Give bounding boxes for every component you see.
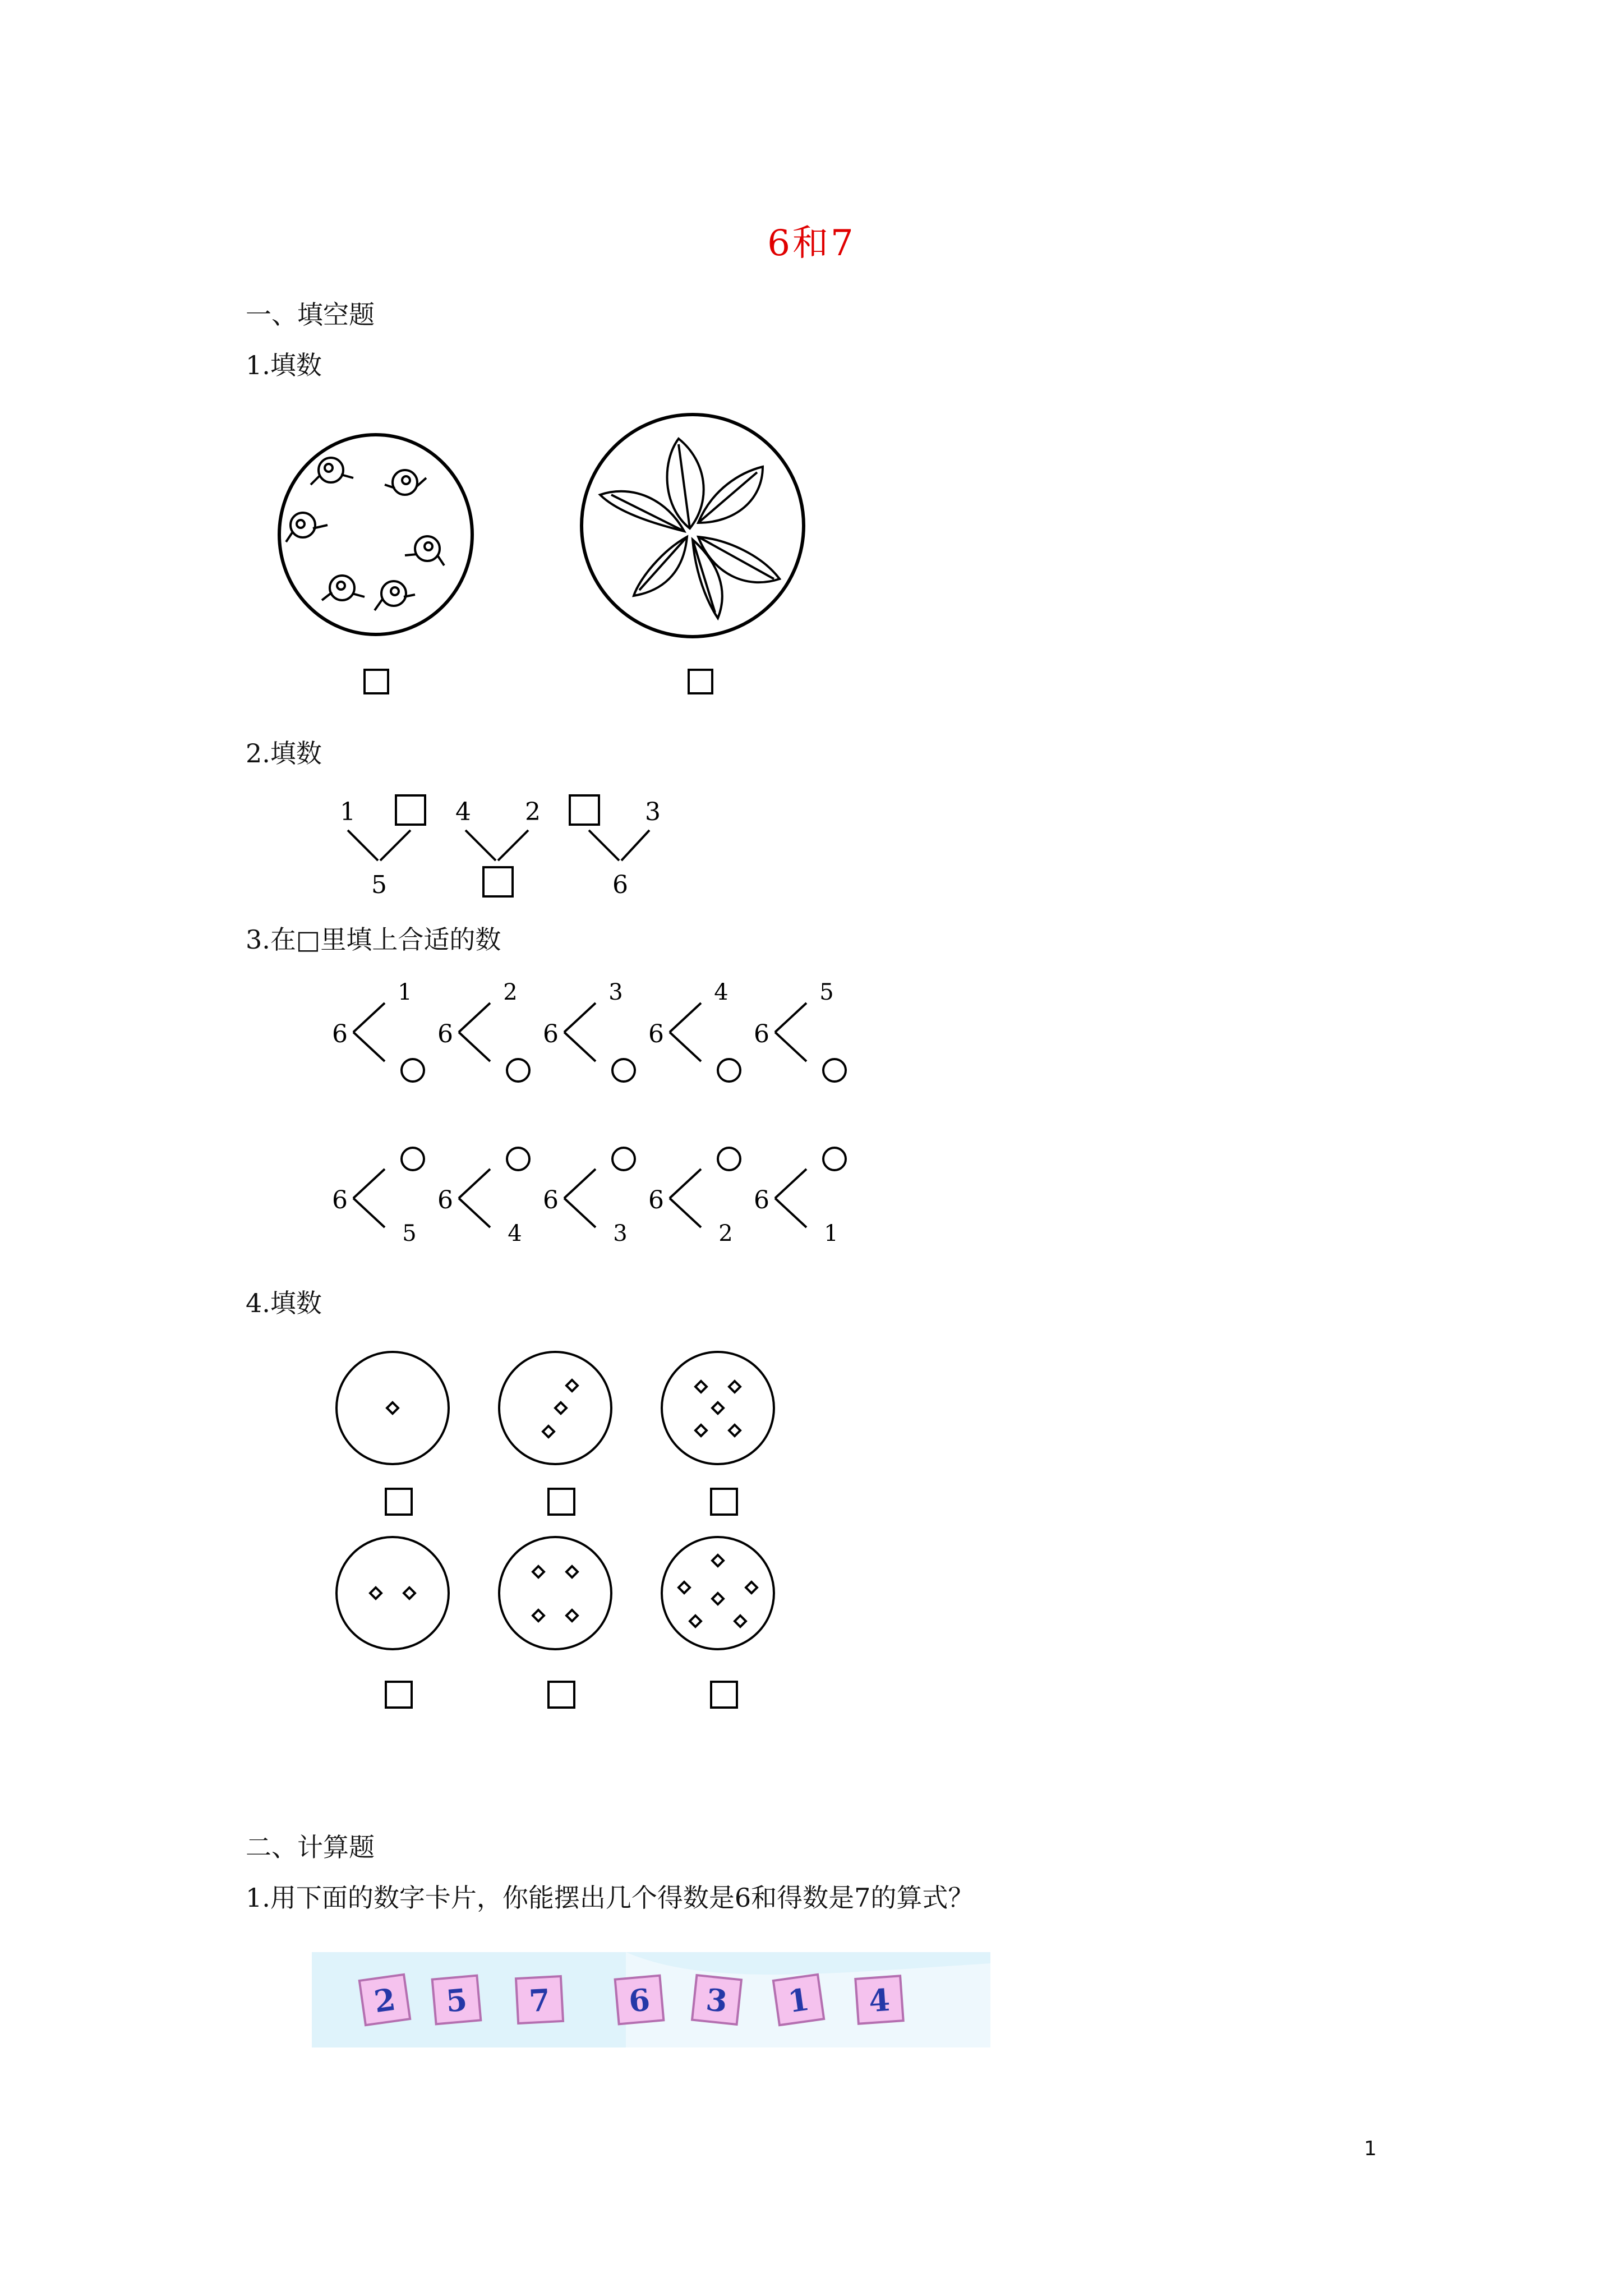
tree2-left: 4 — [455, 798, 471, 826]
r2-bottom-3: 3 — [613, 1221, 628, 1246]
svg-text:4: 4 — [868, 1981, 892, 2019]
number-card-2 — [359, 1975, 410, 2025]
r2-total-4: 6 — [648, 1186, 664, 1214]
number-card-3 — [692, 1975, 741, 2024]
r2-total-1: 6 — [332, 1186, 348, 1214]
section-heading-calculation: 二、计算题 — [246, 1832, 375, 1862]
r1-total-5: 6 — [754, 1020, 769, 1048]
r2-bottom-2: 4 — [508, 1221, 522, 1246]
number-card-1 — [773, 1975, 824, 2025]
svg-text:3: 3 — [704, 1981, 729, 2019]
r1-top-5: 5 — [819, 979, 834, 1005]
q3-split-trees — [325, 976, 864, 1268]
r1-total-4: 6 — [648, 1020, 664, 1048]
svg-text:7: 7 — [528, 1982, 551, 2019]
r2-answer-circle-2[interactable] — [507, 1148, 529, 1170]
answer-box-dots-2[interactable] — [385, 1681, 413, 1709]
r1-total-2: 6 — [437, 1020, 453, 1048]
r2-bottom-4: 2 — [718, 1221, 733, 1246]
tree3-right: 3 — [645, 798, 661, 826]
r1-top-4: 4 — [714, 979, 728, 1005]
tree1-bottom: 5 — [371, 871, 387, 899]
svg-text:2: 2 — [372, 1981, 398, 2020]
r1-answer-circle-1[interactable] — [402, 1059, 424, 1082]
r1-answer-circle-2[interactable] — [507, 1059, 529, 1082]
tree3-answer-box[interactable] — [570, 795, 599, 825]
leaves-circle-image — [578, 411, 808, 641]
number-card-7 — [516, 1976, 563, 2023]
r2-answer-circle-4[interactable] — [718, 1148, 740, 1170]
r2-answer-circle-3[interactable] — [612, 1148, 635, 1170]
answer-box-dots-3[interactable] — [547, 1488, 575, 1516]
tree3-bottom: 6 — [612, 871, 628, 899]
question-3-label: 3.在□里填上合适的数 — [246, 924, 501, 955]
r2-bottom-1: 5 — [402, 1221, 417, 1246]
svg-text:5: 5 — [444, 1981, 469, 2019]
answer-box-leaves[interactable] — [688, 669, 713, 694]
tree1-answer-box[interactable] — [396, 795, 425, 825]
answer-box-birds[interactable] — [363, 669, 389, 694]
r1-answer-circle-3[interactable] — [612, 1059, 635, 1082]
question-1-label: 1.填数 — [246, 350, 322, 380]
r1-top-3: 3 — [608, 979, 623, 1005]
r1-top-2: 2 — [503, 979, 518, 1005]
page-number: 1 — [1364, 2137, 1377, 2160]
question-2-label: 2.填数 — [246, 738, 322, 769]
r2-bottom-5: 1 — [824, 1221, 838, 1246]
calc-question-1: 1.用下面的数字卡片，你能摆出几个得数是6和得数是7的算式？ — [246, 1883, 974, 1913]
r1-total-3: 6 — [543, 1020, 559, 1048]
r2-total-3: 6 — [543, 1186, 559, 1214]
svg-text:1: 1 — [786, 1981, 812, 2020]
answer-box-dots-1[interactable] — [385, 1488, 413, 1516]
number-card-4 — [855, 1976, 903, 2023]
tree1-left: 1 — [340, 798, 356, 826]
r2-answer-circle-5[interactable] — [823, 1148, 846, 1170]
number-card-5 — [432, 1976, 481, 2024]
section-heading-fill-blank: 一、填空题 — [246, 300, 375, 330]
q4-dot-circles — [331, 1346, 791, 1717]
number-card-6 — [615, 1976, 664, 2024]
birds-circle-image — [275, 431, 477, 638]
answer-box-dots-5[interactable] — [710, 1488, 738, 1516]
svg-text:6: 6 — [627, 1981, 652, 2019]
r2-answer-circle-1[interactable] — [402, 1148, 424, 1170]
r2-total-2: 6 — [437, 1186, 453, 1214]
r1-top-1: 1 — [398, 979, 412, 1005]
tree2-answer-box[interactable] — [483, 867, 513, 896]
number-cards-banner — [312, 1952, 990, 2047]
answer-box-dots-6[interactable] — [710, 1681, 738, 1709]
tree2-right: 2 — [525, 798, 541, 826]
q2-number-trees — [325, 791, 684, 903]
r2-total-5: 6 — [754, 1186, 769, 1214]
r1-answer-circle-5[interactable] — [823, 1059, 846, 1082]
page-title: 6和7 — [767, 223, 856, 264]
r1-answer-circle-4[interactable] — [718, 1059, 740, 1082]
answer-box-dots-4[interactable] — [547, 1681, 575, 1709]
question-4-label: 4.填数 — [246, 1288, 322, 1318]
r1-total-1: 6 — [332, 1020, 348, 1048]
